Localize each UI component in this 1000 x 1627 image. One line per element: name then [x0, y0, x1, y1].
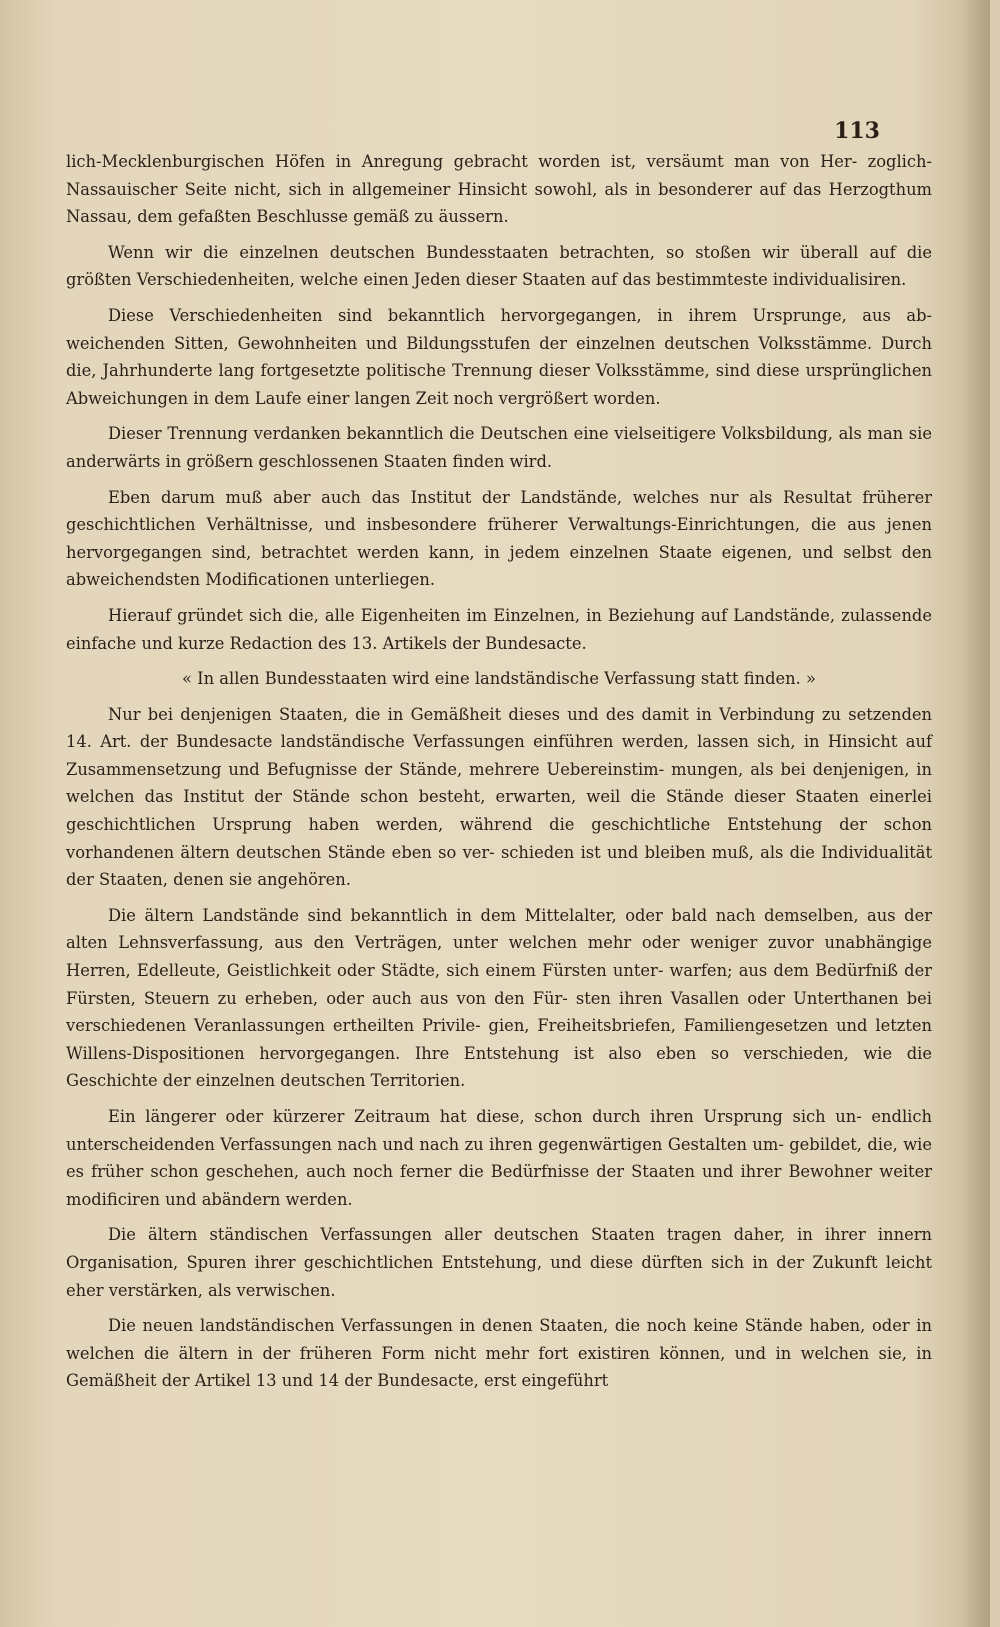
paragraph-5: Eben darum muß aber auch das Institut der Landstände, welches nur als Resultat früherer geschichtlichen Verhältnisse, und insbesondere früherer Verwaltungs-Einrichtungen, die aus jenen hervorgegangen sind, betrachtet werden kann, in jedem einzelnen Staate eigenen, und selbst den abweichendsten Modificationen unterliegen.	[66, 487, 932, 590]
page-body	[66, 148, 932, 1395]
paragraph-12: Die neuen landständischen Verfassungen in denen Staaten, die noch keine Stände haben, oder in welchen die ältern in der früheren Form nicht mehr fort existiren können, und in welchen sie, in Gemäßheit der Artikel 13 und 14 der Bundesacte, erst eingeführt	[66, 1316, 932, 1391]
paragraph-1: lich-Mecklenburgischen Höfen in Anregung gebracht worden ist, versäumt man von Her- zoglich-Nassauischer Seite nicht, sich in allgemeiner Hinsicht sowohl, als in besonderer auf das Herzogthum Nassau, dem gefaßten Beschlusse gemäß zu äussern.	[66, 152, 932, 227]
paragraph-4: Dieser Trennung verdanken bekanntlich die Deutschen eine vielseitigere Volksbildung, als man sie anderwärts in größern geschlossenen Staaten finden wird.	[66, 424, 932, 471]
paragraph-10: Ein längerer oder kürzerer Zeitraum hat diese, schon durch ihren Ursprung sich un- endlich unterscheidenden Verfassungen nach und nach zu ihren gegenwärtigen Gestalten um- gebildet, die, wie es früher schon geschehen, auch noch ferner die Bedürfnisse der Staaten und ihrer Bewohner weiter modificiren und abändern werden.	[66, 1107, 932, 1209]
paragraph-11: Die ältern ständischen Verfassungen aller deutschen Staaten tragen daher, in ihrer innern Organisation, Spuren ihrer geschichtlichen Entstehung, und diese dürften sich in der Zukunft leicht eher verstärken, als verwischen.	[66, 1225, 932, 1300]
paragraph-9: Die ältern Landstände sind bekanntlich in dem Mittelalter, oder bald nach demselben, aus der alten Lehnsverfassung, aus den Verträgen, unter welchen mehr oder weniger zuvor unabhängige Herren, Edelleute, Geistlichkeit oder Städte, sich einem Fürsten unter- warfen; aus dem Bedürfniß der Fürsten, Steuern zu erheben, oder auch aus von den Für- sten ihren Vasallen oder Unterthanen bei verschiedenen Veranlassungen ertheilten Privile- gien, Freiheitsbriefen, Familiengesetzen und letzten Willens-Dispositionen hervorgegangen. Ihre Entstehung ist also eben so verschieden, wie die Geschichte der einzelnen deutschen Territorien.	[66, 905, 932, 1091]
page-number: 113	[834, 118, 880, 144]
paragraph-6: Hierauf gründet sich die, alle Eigenheiten im Einzelnen, in Beziehung auf Landstände, zulassende einfache und kurze Redaction des 13. Artikels der Bundesacte.	[66, 605, 932, 653]
paragraph-8: Nur bei denjenigen Staaten, die in Gemäßheit dieses und des damit in Verbindung zu setzenden 14. Art. der Bundesacte landständische Verfassungen einführen werden, lassen sich, in Hinsicht auf Zusammensetzung und Befugnisse der Stände, mehrere Uebereinstim- mungen, als bei denjenigen, in welchen das Institut der Stände schon besteht, erwarten, weil die Stände dieser Staaten einerlei geschichtlichen Ursprung haben werden, während die geschichtliche Entstehung der schon vorhandenen ältern deutschen Stände eben so ver- schieden ist und bleiben muß, als die Individualität der Staaten, denen sie angehören.	[66, 704, 932, 890]
paragraph-3: Diese Verschiedenheiten sind bekanntlich hervorgegangen, in ihrem Ursprunge, aus ab- weichenden Sitten, Gewohnheiten und Bildungsstufen der einzelnen deutschen Volksstämme. Durch die, Jahrhunderte lang fortgesetzte politische Trennung dieser Volksstämme, sind diese ursprünglichen Abweichungen in dem Laufe einer langen Zeit noch vergrößert worden.	[66, 305, 932, 408]
quoted-article-text: « In allen Bundesstaaten wird eine landständische Verfassung statt finden. »	[182, 669, 816, 689]
paragraph-2: Wenn wir die einzelnen deutschen Bundesstaaten betrachten, so stoßen wir überall auf die größten Verschiedenheiten, welche einen Jeden dieser Staaten auf das bestimmteste individualisiren.	[66, 242, 932, 290]
